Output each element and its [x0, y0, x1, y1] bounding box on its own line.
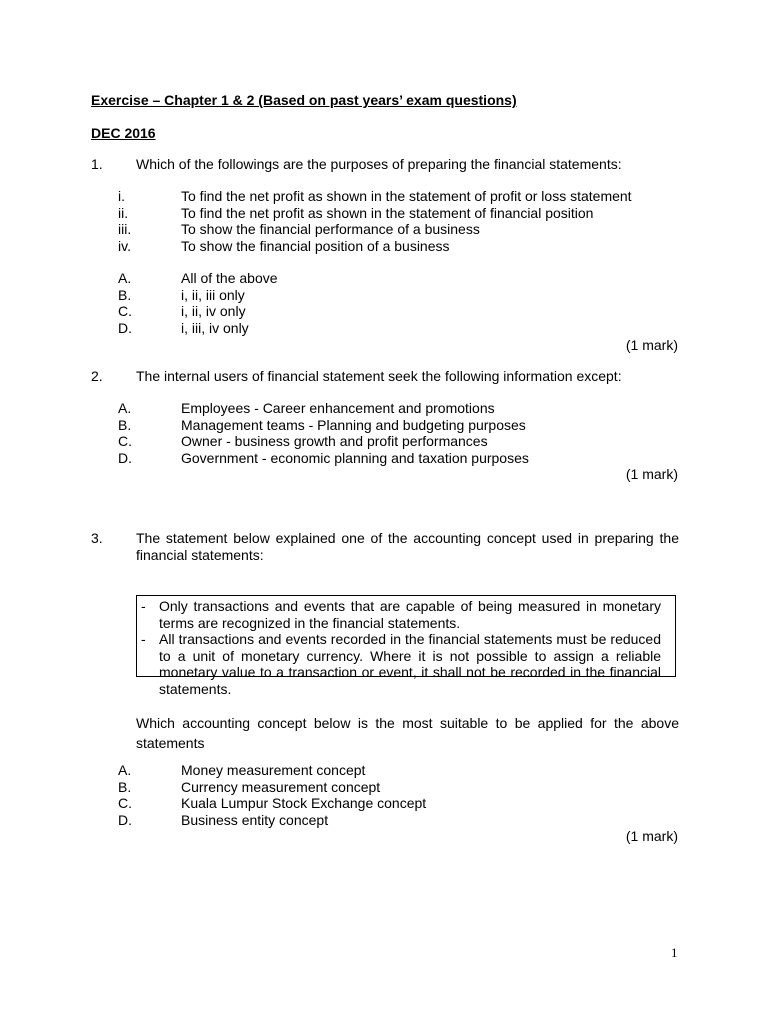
list-item — [118, 450, 679, 467]
list-item — [118, 238, 679, 255]
box-bullet — [141, 598, 661, 631]
option-label: A. — [118, 270, 132, 286]
list-item — [118, 270, 679, 287]
list-item — [118, 221, 679, 238]
option-list — [118, 270, 679, 336]
bullet-text: Only transactions and events that are capable of being measured in monetary terms are recognized in the financial statements. — [159, 598, 661, 631]
option-text: i, ii, iv only — [181, 303, 246, 319]
question-text: The internal users of financial statement seek the following information except: — [136, 368, 622, 384]
option-text: Business entity concept — [181, 811, 329, 828]
document-title: Exercise – Chapter 1 & 2 (Based on past years’ exam questions) — [91, 92, 517, 108]
question-number: 2. — [91, 368, 103, 384]
option-label: A. — [118, 400, 132, 416]
followup-text: Which accounting concept below is the most suitable to be applied for the above statements — [136, 715, 679, 751]
option-text: All of the above — [181, 270, 278, 286]
option-label: A. — [118, 762, 132, 778]
list-item — [118, 303, 679, 320]
followup-question — [136, 713, 679, 753]
option-text: i, iii, iv only — [181, 319, 249, 336]
option-label: D. — [118, 811, 132, 828]
option-text: Government - economic planning and taxation purposes — [181, 449, 529, 466]
question-3 — [91, 530, 679, 566]
list-item — [118, 812, 679, 829]
question-number: 1. — [91, 156, 103, 172]
option-label: C. — [118, 303, 132, 319]
question-text: The statement below explained one of the accounting concept used in preparing the financial statements: — [136, 530, 679, 563]
option-list — [118, 762, 679, 828]
list-item — [118, 188, 679, 205]
list-item — [118, 762, 679, 779]
option-label: B. — [118, 286, 132, 303]
option-label: C. — [118, 433, 132, 449]
statement-box — [136, 595, 676, 697]
list-item — [118, 320, 679, 337]
item-label: iv. — [118, 237, 131, 254]
option-text: Kuala Lumpur Stock Exchange concept — [181, 795, 427, 811]
option-label: D. — [118, 319, 132, 336]
list-item — [118, 795, 679, 812]
bullet-dash: - — [141, 631, 146, 647]
option-label: C. — [118, 795, 132, 811]
option-text: i, ii, iii only — [181, 286, 245, 303]
option-text: Management teams - Planning and budgeting purposes — [181, 416, 526, 433]
item-label: i. — [118, 188, 125, 204]
option-text: Owner - business growth and profit performances — [181, 433, 488, 449]
list-item — [118, 287, 679, 304]
option-label: B. — [118, 416, 132, 433]
item-text: To show the financial performance of a business — [181, 221, 480, 237]
list-item — [118, 779, 679, 796]
box-bullet — [141, 631, 661, 697]
bullet-dash: - — [141, 598, 146, 614]
option-text: Currency measurement concept — [181, 778, 381, 795]
item-label: iii. — [118, 221, 132, 237]
section-heading: DEC 2016 — [91, 125, 156, 141]
question-number: 3. — [91, 530, 103, 546]
option-label: D. — [118, 449, 132, 466]
item-text: To find the net profit as shown in the statement of profit or loss statement — [181, 188, 632, 204]
option-text: Employees - Career enhancement and promotions — [181, 400, 495, 416]
item-text: To show the financial position of a business — [181, 237, 450, 254]
statement-list — [118, 188, 679, 254]
option-text: Money measurement concept — [181, 762, 366, 778]
question-text: Which of the followings are the purposes of preparing the financial statements: — [136, 156, 622, 172]
page-number: 1 — [671, 945, 678, 960]
bullet-text: All transactions and events recorded in the financial statements must be reduced to a unit of monetary currency. Where it is not possible to assign a reliable monetary value to a transaction or event, it shall not be recorded in the financial statements. — [159, 631, 661, 697]
list-item — [118, 433, 679, 450]
list-item — [118, 417, 679, 434]
item-label: ii. — [118, 204, 129, 221]
list-item — [118, 205, 679, 222]
list-item — [118, 400, 679, 417]
mark-label: (1 mark) — [625, 828, 678, 844]
option-list — [118, 400, 679, 466]
mark-label: (1 mark) — [625, 337, 678, 353]
mark-label: (1 mark) — [625, 466, 678, 482]
item-text: To find the net profit as shown in the statement of financial position — [181, 204, 594, 221]
option-label: B. — [118, 778, 132, 795]
